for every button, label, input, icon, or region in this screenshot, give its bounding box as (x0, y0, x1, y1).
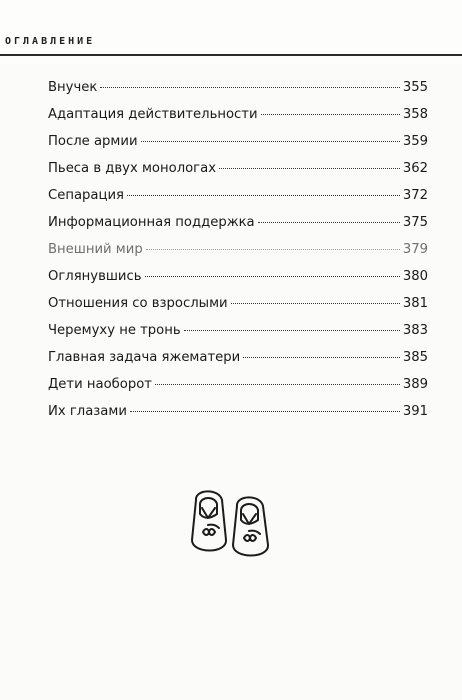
toc-entry-title: Внучек (48, 80, 98, 95)
toc-entry-page: 379 (402, 242, 428, 257)
toc-entry-page: 391 (402, 404, 428, 419)
toc-leader (184, 330, 400, 331)
toc-entry[interactable] (48, 323, 428, 350)
toc-entry[interactable] (48, 161, 428, 188)
toc-leader (146, 249, 400, 250)
toc-entry-title: Их глазами (48, 404, 127, 419)
toc-entry-page: 381 (402, 296, 428, 311)
toc-entry-title: Сепарация (48, 188, 124, 203)
toc-entry-page: 380 (402, 269, 428, 284)
toc-entry-title: Внешний мир (48, 242, 143, 257)
toc-entry-page: 358 (402, 107, 428, 122)
toc-entry[interactable] (48, 404, 428, 431)
toc-entry-title: Оглянувшись (48, 269, 142, 284)
toc-leader (258, 222, 400, 223)
header-title: ОГЛАВЛЕНИЕ (5, 36, 96, 47)
toc-entry-title: Адаптация действительности (48, 107, 258, 122)
header-rule (0, 54, 462, 56)
toc-entry[interactable] (48, 215, 428, 242)
toc-entry-page: 355 (402, 80, 428, 95)
toc-entry[interactable] (48, 296, 428, 323)
toc-entry-title: После армии (48, 134, 138, 149)
toc-leader (219, 168, 400, 169)
toc-leader (130, 411, 400, 412)
toc-entry-page: 359 (402, 134, 428, 149)
toc-entry[interactable] (48, 80, 428, 107)
toc-entry-title: Дети наоборот (48, 377, 152, 392)
toc-entry-page: 362 (402, 161, 428, 176)
toc-leader (127, 195, 400, 196)
toc-leader (100, 87, 399, 88)
toc-leader (261, 114, 400, 115)
toc-entry-page: 372 (402, 188, 428, 203)
toc-entry[interactable] (48, 242, 428, 269)
toc-entry[interactable] (48, 107, 428, 134)
toc-leader (141, 141, 400, 142)
toc-leader (243, 357, 400, 358)
toc-entry-title: Главная задача яжематери (48, 350, 241, 365)
toc-entry[interactable] (48, 269, 428, 296)
running-header (0, 0, 462, 64)
toc-leader (155, 384, 400, 385)
toc-leader (145, 276, 400, 277)
toc-entry[interactable] (48, 377, 428, 404)
toc-entry-page: 385 (402, 350, 428, 365)
baby-shoes-icon (186, 484, 276, 564)
table-of-contents (48, 80, 428, 431)
toc-entry-title: Информационная поддержка (48, 215, 255, 230)
toc-entry-page: 389 (402, 377, 428, 392)
toc-entry[interactable] (48, 134, 428, 161)
toc-entry-page: 383 (402, 323, 428, 338)
toc-entry-page: 375 (402, 215, 428, 230)
toc-entry[interactable] (48, 188, 428, 215)
toc-entry-title: Черемуху не тронь (48, 323, 181, 338)
toc-leader (231, 303, 400, 304)
toc-entry[interactable] (48, 350, 428, 377)
toc-entry-title: Отношения со взрослыми (48, 296, 228, 311)
toc-entry-title: Пьеса в двух монологах (48, 161, 216, 176)
